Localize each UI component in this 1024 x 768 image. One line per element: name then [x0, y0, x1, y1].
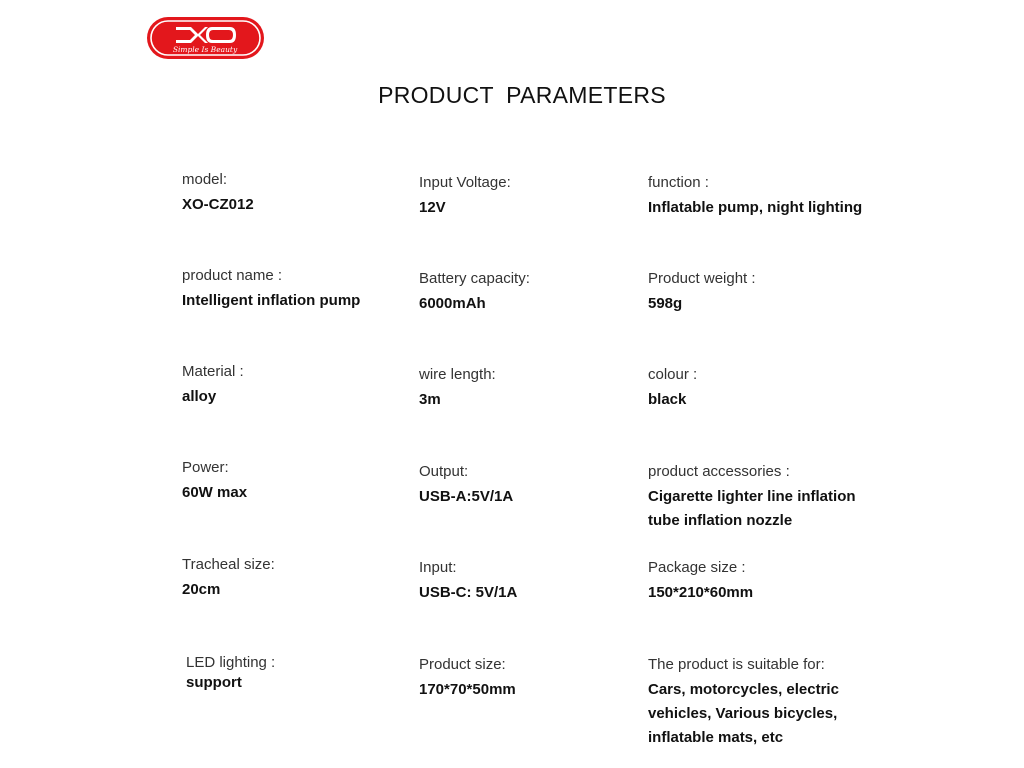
param-value-line-1: Cigarette lighter line inflation [648, 488, 856, 505]
param-package-size [648, 558, 753, 605]
param-product-accessories [648, 462, 856, 533]
param-value: USB-C: 5V/1A [419, 584, 518, 601]
param-label: Product size: [419, 656, 506, 673]
param-material [182, 362, 244, 409]
param-value: alloy [182, 388, 217, 405]
param-value-line-2: vehicles, Various bicycles, [648, 705, 838, 722]
param-label: Power: [182, 459, 229, 476]
param-label: Input: [419, 559, 457, 576]
param-label: wire length: [419, 366, 496, 383]
xo-logo [146, 16, 265, 60]
param-output [419, 462, 513, 509]
param-value-line-2: tube inflation nozzle [648, 512, 793, 529]
param-label: Package size : [648, 559, 746, 576]
param-value: 150*210*60mm [648, 584, 754, 601]
param-led-lighting [186, 653, 275, 693]
page-title: PRODUCT PARAMETERS [378, 82, 666, 108]
param-tracheal-size [182, 555, 275, 602]
param-label: Material : [182, 363, 244, 380]
param-label: Product weight : [648, 270, 756, 287]
param-colour [648, 365, 697, 412]
param-value: 20cm [182, 581, 221, 598]
param-value-line-1: Cars, motorcycles, electric [648, 681, 839, 698]
param-power [182, 458, 247, 505]
param-label: product accessories : [648, 463, 790, 480]
param-value: 12V [419, 199, 446, 216]
param-value: black [648, 391, 687, 408]
param-value: Intelligent inflation pump [182, 292, 361, 309]
param-product-weight [648, 269, 756, 316]
param-value: XO-CZ012 [182, 196, 254, 213]
param-value: 170*70*50mm [419, 681, 516, 698]
param-label: colour : [648, 366, 698, 383]
param-function [648, 173, 862, 220]
param-value: 60W max [182, 484, 248, 501]
param-label: Output: [419, 463, 469, 480]
param-value: Inflatable pump, night lighting [648, 199, 863, 216]
param-label: product name : [182, 267, 283, 284]
param-value: 6000mAh [419, 295, 486, 312]
param-label: LED lighting : [186, 654, 276, 671]
param-label: Tracheal size: [182, 556, 275, 573]
param-value: 598g [648, 295, 683, 312]
xo-logo-graphic [146, 16, 265, 60]
param-product-name [182, 266, 360, 313]
param-battery-capacity [419, 269, 530, 316]
param-label: model: [182, 171, 228, 188]
param-input-voltage [419, 173, 511, 220]
param-value: USB-A:5V/1A [419, 488, 514, 505]
param-model [182, 170, 254, 217]
param-product-size [419, 655, 516, 702]
param-value: 3m [419, 391, 441, 408]
param-suitable-for [648, 655, 839, 750]
logo-slogan: Simple Is Beauty [172, 45, 238, 54]
param-label: Input Voltage: [419, 174, 511, 191]
param-value: support [186, 674, 242, 691]
param-label: Battery capacity: [419, 270, 530, 287]
param-label: function : [648, 174, 709, 191]
param-wire-length [419, 365, 496, 412]
param-value-line-3: inflatable mats, etc [648, 729, 784, 746]
param-label: The product is suitable for: [648, 656, 825, 673]
param-input [419, 558, 517, 605]
